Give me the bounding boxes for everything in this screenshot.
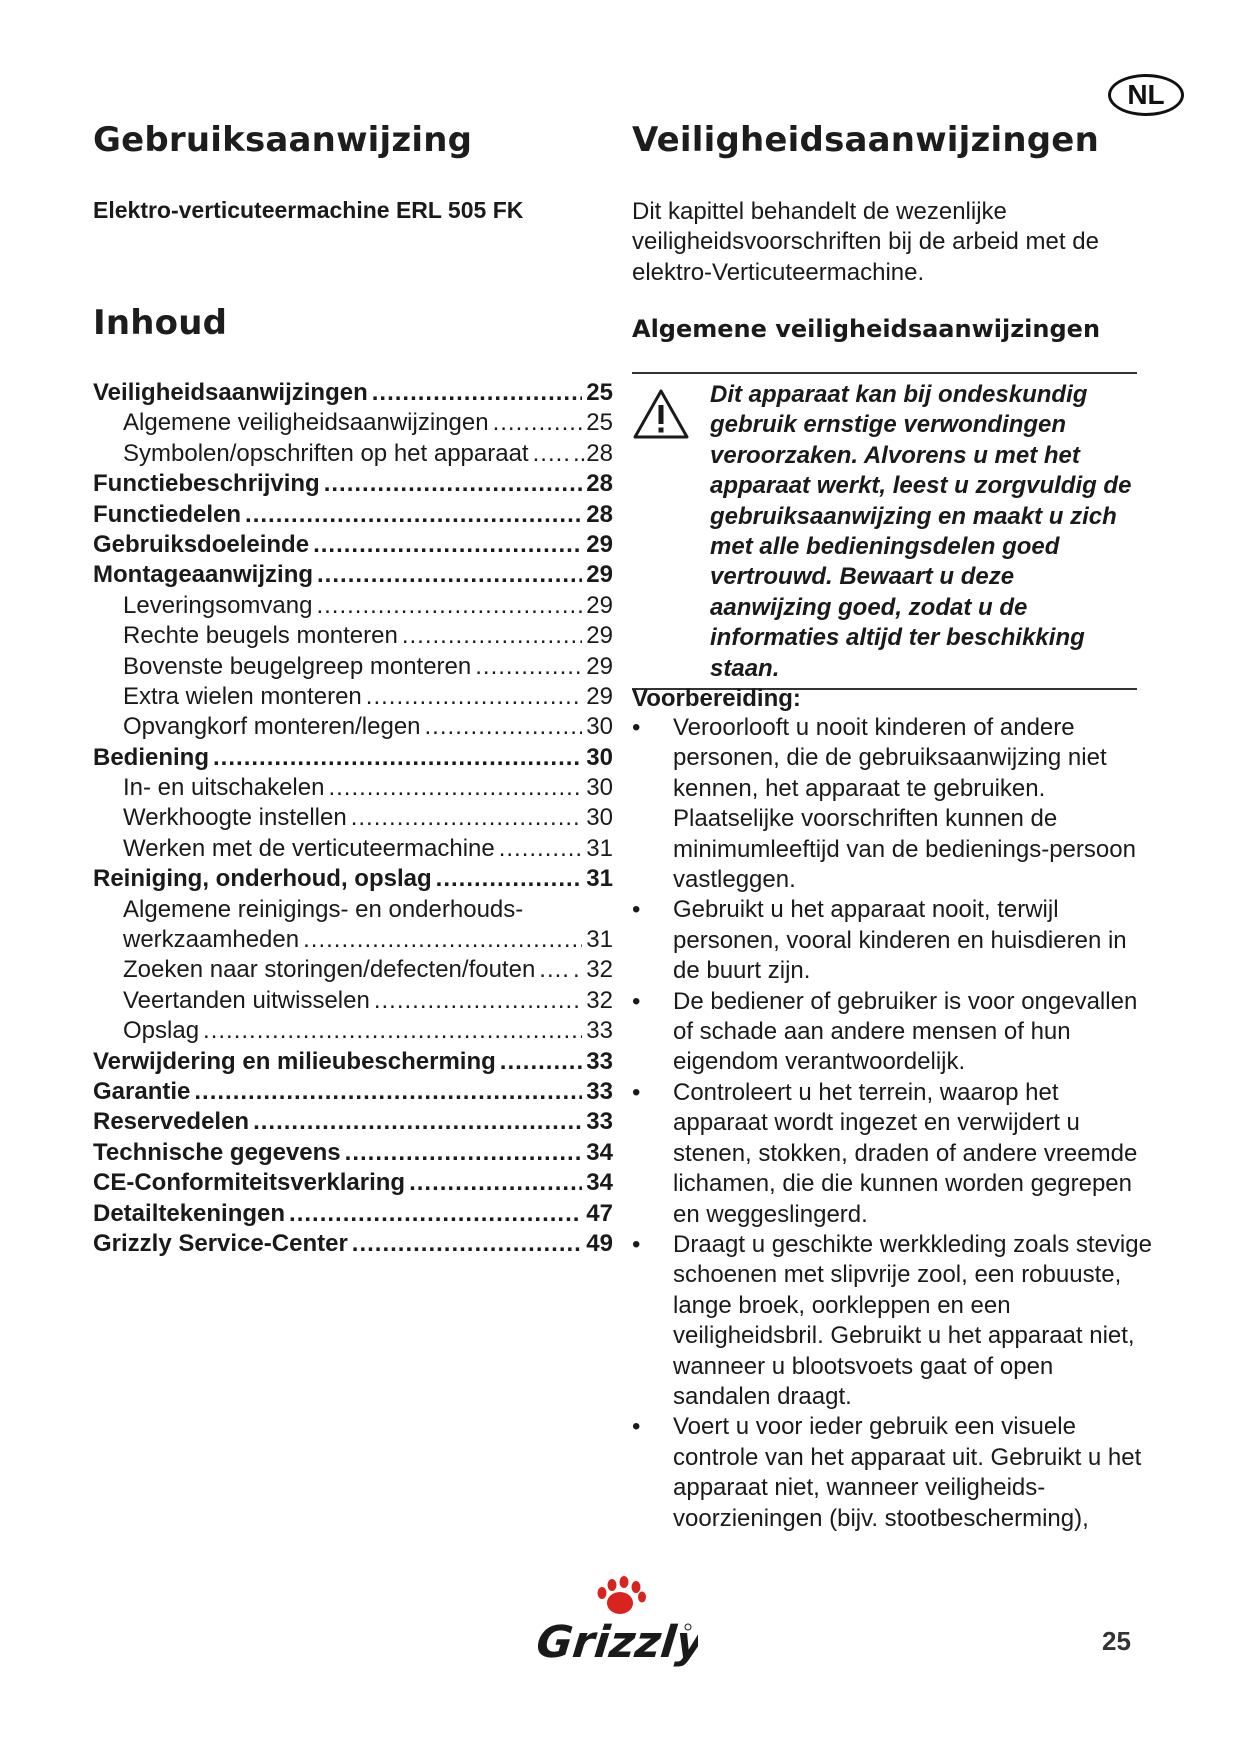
toc-entry-page: ..28 xyxy=(572,439,613,467)
toc-entry-label: Functiebeschrijving xyxy=(93,470,320,498)
product-subtitle: Elektro-verticuteermachine ERL 505 FK xyxy=(93,197,524,223)
toc-leader-dots xyxy=(203,1016,582,1046)
preparation-list xyxy=(632,713,1152,1534)
list-item-text: Draagt u geschikte werkkleding zoals stevige schoenen met slipvrije zool, een robuuste, lange broek, oorkleppen en een veiligheidsbril. Gebruikt u het apparaat niet, wanneer u blootsvoets gaat of open sandalen draagt. xyxy=(673,1230,1152,1410)
toc-leader-dots xyxy=(289,1199,582,1229)
intro-paragraph: Dit kapittel behandelt de wezenlijke veiligheidsvoorschriften bij de arbeid met de elektro-Verticuteermachine. xyxy=(632,198,1099,286)
page-number: 25 xyxy=(1102,1626,1131,1656)
toc-leader-dots xyxy=(366,682,583,712)
toc-entry-label: Opvangkorf monteren/legen xyxy=(123,713,421,741)
toc-entry-label: Technische gegevens xyxy=(93,1138,341,1166)
list-item xyxy=(632,987,1152,1078)
toc-leader-dots xyxy=(324,469,583,499)
warning-box xyxy=(632,372,1137,690)
toc-entry-page: 30 xyxy=(586,743,613,771)
toc-entry xyxy=(93,560,613,590)
logo-wordmark: Grizzly xyxy=(538,1617,698,1668)
toc-entry-page: 30 xyxy=(586,774,613,802)
toc-entry-label: CE-Conformiteitsverklaring xyxy=(93,1169,406,1197)
bullet-icon: • xyxy=(632,1230,641,1258)
list-item-text: Gebruikt u het apparaat nooit, terwijl personen, vooral kinderen en huisdieren in de buurt zijn. xyxy=(673,896,1127,985)
toc-entry-page: 29 xyxy=(586,530,613,558)
warning-text: Dit apparaat kan bij ondeskundig gebruik ernstige verwondingen veroorzaken. Alvorens u met het apparaat werkt, leest u zorgvuldig de gebruiksaanwijzing en maakt u zich met alle bedieningsdelen goed vertrouwd. Bewaart u deze aanwijzing goed, zodat u de informaties altijd ter beschikking staan. xyxy=(710,381,1132,682)
toc-entry xyxy=(93,1168,613,1198)
toc-entry xyxy=(93,652,613,682)
section-subheading: Algemene veiligheidsaanwijzingen xyxy=(632,315,1101,343)
list-item xyxy=(632,895,1152,986)
grizzly-logo xyxy=(538,1573,698,1683)
toc-entry-label: Reservedelen xyxy=(93,1108,250,1136)
preparation-heading: Voorbereiding: xyxy=(632,685,801,712)
bullet-icon: • xyxy=(632,987,641,1015)
toc-entry xyxy=(93,864,613,894)
toc-entry-page: 33 xyxy=(586,1077,613,1105)
section-title: Veiligheidsaanwijzingen xyxy=(632,120,1099,160)
toc-entry-page: 33 xyxy=(586,1017,613,1045)
toc-entry-page: . 32 xyxy=(572,956,613,984)
toc-entry-label: Grizzly Service-Center xyxy=(93,1229,348,1257)
toc-leader-dots xyxy=(402,621,582,651)
toc-entry-page: 34 xyxy=(586,1169,613,1197)
toc-entry-page: 31 xyxy=(586,926,613,954)
toc-entry xyxy=(93,925,613,955)
toc-entry-label: Reiniging, onderhoud, opslag xyxy=(93,865,432,893)
toc-entry-label: Veiligheidsaanwijzingen xyxy=(93,379,368,406)
bullet-icon: • xyxy=(632,1413,641,1441)
toc-leader-dots xyxy=(500,1047,583,1077)
toc-entry-page: 28 xyxy=(586,500,613,528)
toc-entry xyxy=(93,1016,613,1046)
toc-leader-dots xyxy=(194,1077,582,1107)
toc-entry xyxy=(93,1229,613,1259)
toc-entry-label: Verwijdering en milieubescherming xyxy=(93,1047,496,1075)
toc-leader-dots xyxy=(328,773,582,803)
toc-entry-label: Extra wielen monteren xyxy=(123,682,362,710)
list-item xyxy=(632,1412,1152,1534)
toc-entry-page: 30 xyxy=(586,804,613,832)
right-column xyxy=(632,120,1152,1532)
toc-leader-dots xyxy=(425,712,583,742)
list-item-text: De bediener of gebruiker is voor ongevallen of schade aan andere mensen of hun eigendom verantwoordelijk. xyxy=(673,987,1138,1076)
toc-entry-page: 33 xyxy=(586,1047,613,1075)
toc-entry-label: Functiedelen xyxy=(93,500,242,528)
toc-leader-dots xyxy=(253,1107,582,1137)
toc-entry xyxy=(93,408,613,438)
toc-entry-page: 32 xyxy=(586,986,613,1014)
toc-entry xyxy=(93,469,613,499)
toc-entry xyxy=(93,439,613,469)
bullet-icon: • xyxy=(632,896,641,924)
toc-entry xyxy=(93,986,613,1016)
toc-entry-page: 47 xyxy=(586,1199,613,1227)
toc-leader-dots xyxy=(539,955,569,985)
toc-entry-page: 29 xyxy=(586,682,613,710)
toc-entry xyxy=(93,591,613,621)
toc-leader-dots xyxy=(213,743,582,773)
toc-leader-dots xyxy=(351,803,583,833)
toc-leader-dots xyxy=(316,591,582,621)
toc-entry-page: 31 xyxy=(586,865,613,893)
toc-entry-label: Veertanden uitwisselen xyxy=(123,986,370,1014)
toc-entry-page: 30 xyxy=(586,713,613,741)
toc-entry-label: Algemene veiligheidsaanwijzingen xyxy=(123,409,489,437)
toc-entry-page: 31 xyxy=(586,834,613,862)
toc-leader-dots xyxy=(352,1229,583,1259)
toc-entry-label: Algemene reinigings- en onderhouds- xyxy=(123,895,524,923)
bullet-icon: • xyxy=(632,714,641,741)
warning-triangle-icon xyxy=(632,380,710,684)
toc-entry-page: 49 xyxy=(586,1229,613,1257)
toc-entry xyxy=(93,1138,613,1168)
page-title: Gebruiksaanwijzing xyxy=(93,120,473,160)
toc-leader-dots xyxy=(436,864,583,894)
toc-entry xyxy=(93,1107,613,1137)
list-item-text: Voert u voor ieder gebruik een visuele controle van het apparaat uit. Gebruikt u het apparaat niet, wanneer veiligheids-voorzieningen (bijv. stootbescherming), xyxy=(673,1413,1142,1532)
toc-entry-label: Werken met de verticuteermachine xyxy=(123,834,495,862)
toc-leader-dots xyxy=(409,1168,582,1198)
toc-leader-dots xyxy=(313,530,582,560)
toc-entry-page: 25 xyxy=(586,409,613,437)
toc-entry-label: Bovenste beugelgreep monteren xyxy=(123,652,472,680)
toc-entry-page: 29 xyxy=(586,652,613,680)
toc-leader-dots xyxy=(499,834,583,864)
toc-entry xyxy=(93,955,613,985)
toc-entry-label: Opslag xyxy=(123,1017,200,1045)
toc-entry-label: In- en uitschakelen xyxy=(123,774,325,802)
toc-entry xyxy=(93,378,613,408)
list-item xyxy=(632,1078,1152,1230)
table-of-contents xyxy=(93,378,613,1259)
toc-leader-dots xyxy=(317,560,582,590)
toc-entry-page: 33 xyxy=(586,1108,613,1136)
toc-entry xyxy=(93,712,613,742)
toc-entry-label: Garantie xyxy=(93,1077,191,1105)
left-column xyxy=(93,120,613,1257)
toc-entry-page: 29 xyxy=(586,591,613,619)
toc-entry xyxy=(93,621,613,651)
toc-entry-page: 29 xyxy=(586,561,613,589)
paw-icon xyxy=(598,1576,647,1614)
toc-entry xyxy=(93,743,613,773)
toc-entry xyxy=(93,1199,613,1229)
language-badge: NL xyxy=(1108,74,1184,116)
list-item xyxy=(632,713,1152,895)
toc-leader-dots xyxy=(493,408,583,438)
toc-leader-dots xyxy=(303,925,582,955)
toc-entry-label: werkzaamheden xyxy=(123,926,300,954)
toc-entry-label: Gebruiksdoeleinde xyxy=(93,530,310,558)
toc-entry-label: Werkhoogte instellen xyxy=(123,804,347,832)
list-item xyxy=(632,1230,1152,1412)
toc-entry-page: 29 xyxy=(586,622,613,650)
toc-entry xyxy=(93,803,613,833)
toc-leader-dots xyxy=(533,439,569,469)
toc-entry xyxy=(93,1047,613,1077)
toc-entry xyxy=(93,1077,613,1107)
toc-entry-page: 28 xyxy=(586,470,613,498)
toc-heading: Inhoud xyxy=(93,303,228,343)
toc-leader-dots xyxy=(372,378,583,408)
toc-entry-label: Zoeken naar storingen/defecten/fouten xyxy=(123,956,536,984)
toc-leader-dots xyxy=(374,986,582,1016)
toc-entry-label: Detailtekeningen xyxy=(93,1199,286,1227)
toc-entry-label: Bediening xyxy=(93,743,210,771)
toc-entry-label: Montageaanwijzing xyxy=(93,561,314,589)
toc-entry xyxy=(93,773,613,803)
list-item-text: Controleert u het terrein, waarop het apparaat wordt ingezet en verwijdert u stenen, stokken, draden of andere vreemde lichamen, die die kunnen worden gegrepen en weggeslingerd. xyxy=(673,1078,1138,1228)
toc-entry-label: Leveringsomvang xyxy=(123,591,313,619)
toc-entry-page: 34 xyxy=(586,1138,613,1166)
toc-leader-dots xyxy=(345,1138,583,1168)
toc-entry-label: Rechte beugels monteren xyxy=(123,622,398,650)
toc-entry-label: Symbolen/opschriften op het apparaat xyxy=(123,439,529,467)
toc-leader-dots xyxy=(475,652,582,682)
toc-entry-page: 25 xyxy=(586,379,613,406)
toc-entry xyxy=(93,500,613,530)
toc-entry xyxy=(93,895,613,925)
toc-leader-dots xyxy=(245,500,582,530)
bullet-icon: • xyxy=(632,1078,641,1106)
toc-entry xyxy=(93,834,613,864)
toc-entry xyxy=(93,682,613,712)
toc-entry xyxy=(93,530,613,560)
list-item-text: Veroorlooft u nooit kinderen of andere personen, die de gebruiksaanwijzing niet kennen, het apparaat te gebruiken. Plaatselijke voorschriften kunnen de minimumleeftijd van de bedienings-persoon vastleggen. xyxy=(673,714,1136,894)
